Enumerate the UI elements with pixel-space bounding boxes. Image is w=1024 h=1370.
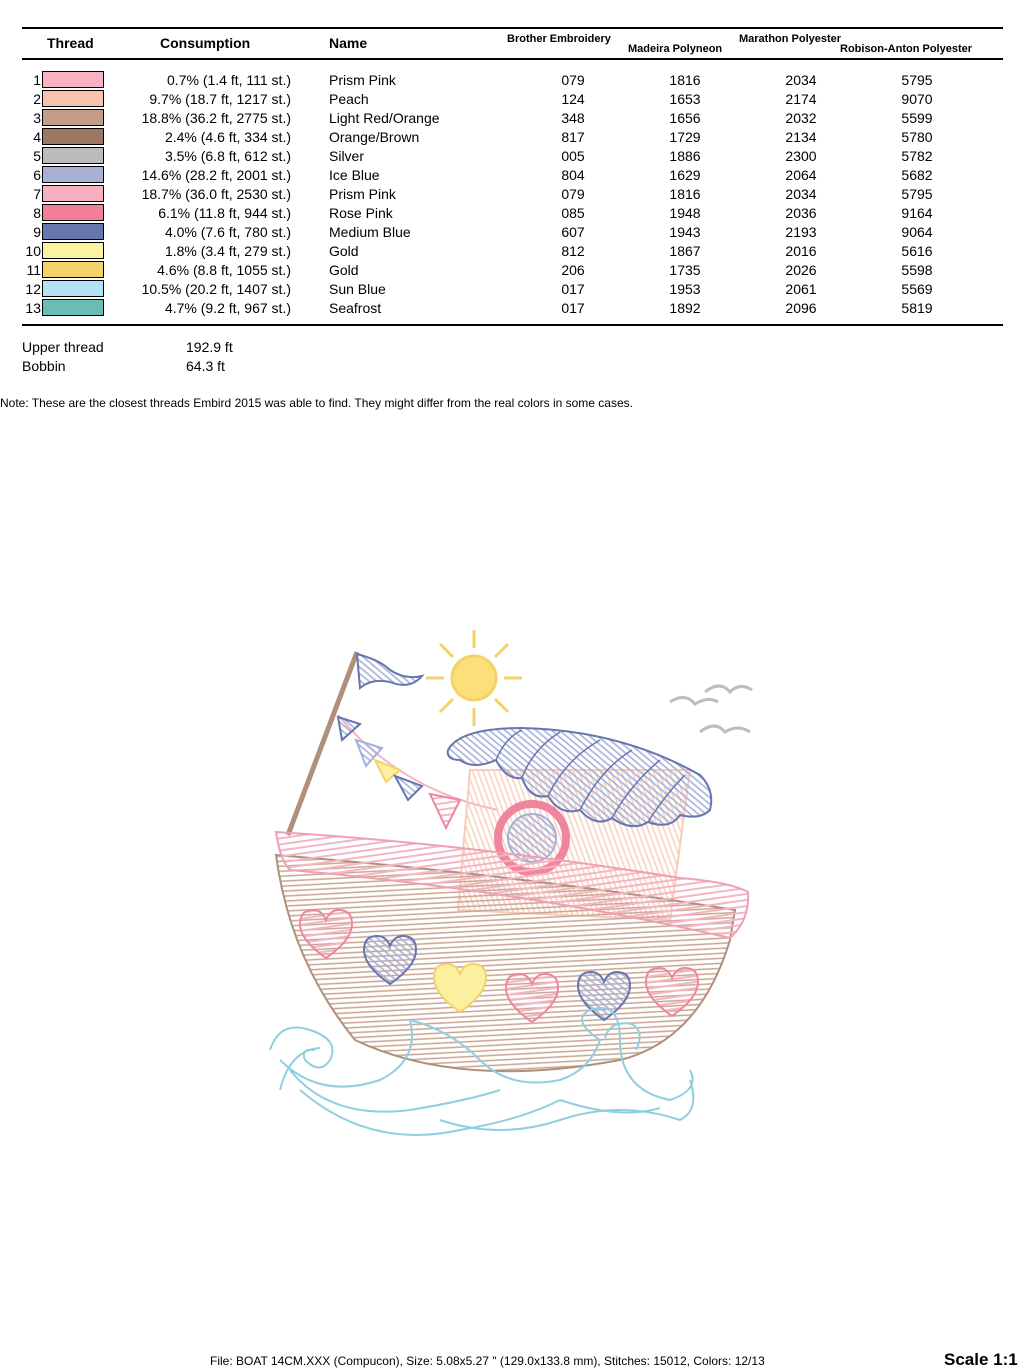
bunting-flag (430, 794, 460, 828)
brother-code: 817 (561, 129, 585, 145)
thread-name: Sun Blue (329, 281, 386, 297)
thread-row (0, 184, 1024, 203)
thread-row (0, 108, 1024, 127)
robison-code: 5780 (901, 129, 933, 145)
thread-consumption: 18.8% (36.2 ft, 2775 st.) (141, 110, 291, 126)
marathon-code: 2016 (785, 243, 817, 259)
madeira-code: 1953 (669, 281, 701, 297)
robison-code: 5599 (901, 110, 933, 126)
brother-header: Brother Embroidery (507, 33, 611, 45)
robison-code: 5598 (901, 262, 933, 278)
thread-consumption: 6.1% (11.8 ft, 944 st.) (158, 205, 291, 221)
thread-consumption: 4.7% (9.2 ft, 967 st.) (164, 300, 291, 316)
thread-consumption: 2.4% (4.6 ft, 334 st.) (164, 129, 291, 145)
thread-color-swatch (42, 223, 104, 240)
marathon-code: 2034 (785, 186, 817, 202)
thread-row (0, 127, 1024, 146)
thread-header: Thread (47, 35, 94, 51)
thread-name: Silver (329, 148, 365, 164)
madeira-header: Madeira Polyneon (628, 43, 723, 55)
robison-code: 5795 (901, 72, 933, 88)
marathon-code: 2134 (785, 129, 817, 145)
thread-color-swatch (42, 90, 104, 107)
thread-row (0, 70, 1024, 89)
marathon-code: 2096 (785, 300, 817, 316)
madeira-code: 1943 (669, 224, 701, 240)
brother-code: 017 (561, 281, 585, 297)
thread-number: 6 (33, 167, 41, 183)
thread-color-swatch (42, 147, 104, 164)
thread-number: 1 (33, 72, 41, 88)
upper-thread-label: Upper thread (22, 339, 104, 355)
brother-code: 348 (561, 110, 585, 126)
thread-number: 2 (33, 91, 41, 107)
boat-embroidery-design (260, 620, 760, 1150)
robison-code: 5819 (901, 300, 933, 316)
thread-row (0, 298, 1024, 317)
thread-name: Seafrost (329, 300, 382, 316)
madeira-code: 1656 (669, 110, 701, 126)
thread-color-swatch (42, 242, 104, 259)
thread-row (0, 260, 1024, 279)
thread-row (0, 89, 1024, 108)
brother-code: 607 (561, 224, 585, 240)
thread-name: Light Red/Orange (329, 110, 440, 126)
thread-consumption: 18.7% (36.0 ft, 2530 st.) (141, 186, 291, 202)
brother-code: 804 (561, 167, 585, 183)
thread-number: 3 (33, 110, 41, 126)
madeira-code: 1729 (669, 129, 701, 145)
mast (288, 652, 357, 835)
thread-name: Prism Pink (329, 186, 396, 202)
thread-color-swatch (42, 185, 104, 202)
marathon-header: Marathon Polyester (739, 33, 842, 45)
thread-name: Medium Blue (329, 224, 411, 240)
thread-row (0, 165, 1024, 184)
brother-code: 206 (561, 262, 585, 278)
brother-code: 017 (561, 300, 585, 316)
thread-color-swatch (42, 128, 104, 145)
header-rule (22, 58, 1003, 60)
thread-color-swatch (42, 109, 104, 126)
bottom-rule (22, 324, 1003, 326)
thread-name: Gold (329, 262, 359, 278)
bunting-flag (395, 776, 422, 800)
thread-row (0, 146, 1024, 165)
thread-number: 8 (33, 205, 41, 221)
thread-consumption: 10.5% (20.2 ft, 1407 st.) (141, 281, 291, 297)
marathon-code: 2026 (785, 262, 817, 278)
thread-consumption: 3.5% (6.8 ft, 612 st.) (164, 148, 291, 164)
brother-code: 085 (561, 205, 585, 221)
brother-code: 005 (561, 148, 585, 164)
thread-color-swatch (42, 204, 104, 221)
sun (426, 630, 522, 726)
marathon-code: 2032 (785, 110, 817, 126)
scale-label: Scale 1:1 (944, 1350, 1018, 1369)
madeira-code: 1886 (669, 148, 701, 164)
thread-name: Prism Pink (329, 72, 396, 88)
birds (670, 686, 752, 732)
thread-consumption: 4.0% (7.6 ft, 780 st.) (164, 224, 291, 240)
thread-row (0, 222, 1024, 241)
madeira-code: 1867 (669, 243, 701, 259)
thread-row (0, 203, 1024, 222)
madeira-code: 1948 (669, 205, 701, 221)
upper-thread-value: 192.9 ft (186, 339, 233, 355)
madeira-code: 1816 (669, 72, 701, 88)
thread-color-swatch (42, 71, 104, 88)
marathon-code: 2193 (785, 224, 817, 240)
thread-consumption: 14.6% (28.2 ft, 2001 st.) (141, 167, 291, 183)
brother-code: 124 (561, 91, 585, 107)
marathon-code: 2064 (785, 167, 817, 183)
robison-code: 9164 (901, 205, 933, 221)
thread-number: 7 (33, 186, 41, 202)
robison-code: 5782 (901, 148, 933, 164)
thread-name: Orange/Brown (329, 129, 420, 145)
marathon-code: 2061 (785, 281, 817, 297)
marathon-code: 2034 (785, 72, 817, 88)
madeira-code: 1892 (669, 300, 701, 316)
marathon-code: 2174 (785, 91, 817, 107)
thread-name: Peach (329, 91, 369, 107)
top-rule (22, 27, 1003, 29)
madeira-code: 1629 (669, 167, 701, 183)
marathon-code: 2300 (785, 148, 817, 164)
thread-name: Gold (329, 243, 359, 259)
thread-name: Ice Blue (329, 167, 380, 183)
robison-code: 5682 (901, 167, 933, 183)
bobbin-label: Bobbin (22, 358, 66, 374)
robison-code: 9070 (901, 91, 933, 107)
robison-code: 5569 (901, 281, 933, 297)
file-info: File: BOAT 14CM.XXX (Compucon), Size: 5.08x5.27 " (129.0x133.8 mm), Stitches: 15012, Colors: 12/13 (210, 1354, 765, 1368)
robison-header: Robison-Anton Polyester (840, 43, 973, 55)
thread-color-swatch (42, 166, 104, 183)
thread-row (0, 241, 1024, 260)
robison-code: 9064 (901, 224, 933, 240)
thread-note: Note: These are the closest threads Embird 2015 was able to find. They might differ from the real colors in some cases. (0, 396, 633, 410)
brother-code: 079 (561, 72, 585, 88)
thread-name: Rose Pink (329, 205, 393, 221)
mast-flag (357, 654, 422, 688)
madeira-code: 1735 (669, 262, 701, 278)
thread-row (0, 279, 1024, 298)
thread-number: 13 (25, 300, 41, 316)
name-header: Name (329, 35, 368, 51)
thread-consumption: 9.7% (18.7 ft, 1217 st.) (149, 91, 291, 107)
bobbin-value: 64.3 ft (186, 358, 225, 374)
thread-consumption: 4.6% (8.8 ft, 1055 st.) (157, 262, 291, 278)
thread-consumption: 0.7% (1.4 ft, 111 st.) (167, 72, 291, 88)
thread-number: 5 (33, 148, 41, 164)
consumption-header: Consumption (160, 35, 251, 51)
brother-code: 812 (561, 243, 585, 259)
brother-code: 079 (561, 186, 585, 202)
thread-number: 10 (25, 243, 41, 259)
marathon-code: 2036 (785, 205, 817, 221)
thread-consumption: 1.8% (3.4 ft, 279 st.) (164, 243, 291, 259)
madeira-code: 1816 (669, 186, 701, 202)
robison-code: 5616 (901, 243, 933, 259)
thread-color-swatch (42, 261, 104, 278)
thread-color-swatch (42, 280, 104, 297)
thread-number: 12 (25, 281, 41, 297)
thread-number: 11 (26, 262, 41, 278)
thread-color-swatch (42, 299, 104, 316)
robison-code: 5795 (901, 186, 933, 202)
thread-number: 4 (33, 129, 41, 145)
thread-number: 9 (33, 224, 41, 240)
madeira-code: 1653 (669, 91, 701, 107)
